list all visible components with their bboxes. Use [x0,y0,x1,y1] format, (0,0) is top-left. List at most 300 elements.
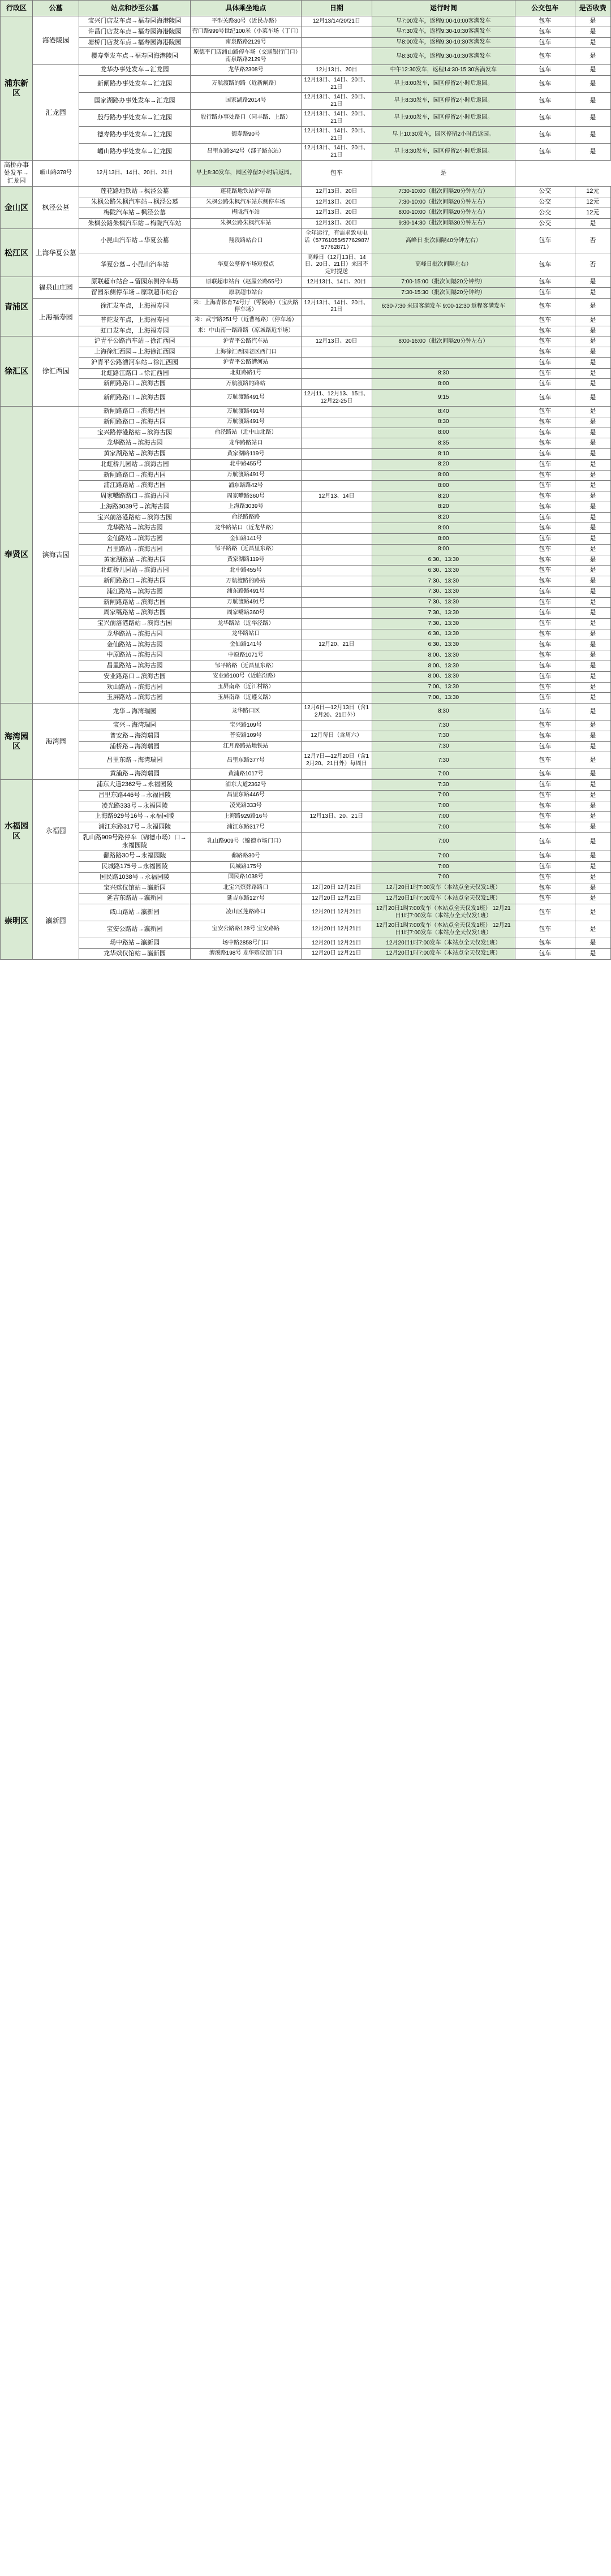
charter-type-cell: 包车 [515,298,575,315]
fee-cell: 是 [575,144,610,161]
operating-time-cell: 8:10 [372,449,515,460]
date-cell: 12月13日、20、21日 [302,812,372,822]
table-row [1,883,611,894]
header-row [1,1,611,16]
boarding-spot-cell: 平型关路30号（近民办路） [190,16,301,27]
table-row [1,822,611,833]
table-row [1,544,611,555]
operating-time-cell: 7:00 [372,832,515,851]
date-cell [302,780,372,791]
boarding-spot-cell: 梅陇汽车站 [190,208,301,218]
fee-cell: 是 [575,555,610,566]
charter-type-cell: 包车 [515,512,575,523]
route-cell: 昌里东路446号→永福园陵 [79,790,190,801]
operating-time-cell: 6:30、13:30 [372,640,515,650]
charter-type-cell: 包车 [515,253,575,277]
route-cell: 安业路路口→滨海古园 [79,671,190,682]
table-row [1,187,611,197]
boarding-spot-cell: 莲花路地铁站沪亭路 [190,187,301,197]
date-cell: 全年运行，有需求致电电话（57761055/57762987/57762871） [302,229,372,253]
charter-type-cell: 包车 [515,127,575,144]
charter-type-cell: 包车 [515,731,575,741]
boarding-spot-cell: 北虹路路1号 [190,368,301,379]
table-row [1,277,611,288]
fee-cell: 是 [575,357,610,368]
operating-time-cell: 12月20日1时7:00发车（本站点全天仅发1班） [372,948,515,959]
table-row [1,741,611,752]
route-cell: 宝兴门店发车点→福寿园海港陵园 [79,16,190,27]
charter-type-cell: 包车 [515,523,575,534]
route-cell: 高桥办事处发车→汇龙园 [1,161,33,187]
boarding-spot-cell: 来：中山南一路路路（凉城路近车场） [190,326,301,336]
park-cell: 滨海古园 [33,407,79,704]
date-cell [302,523,372,534]
fee-cell: 是 [575,862,610,873]
fee-cell: 是 [575,76,610,93]
route-cell: 莲花路地铁站→枫泾公墓 [79,187,190,197]
date-cell: 12月13日、20日 [302,208,372,218]
route-cell: 浦江东路317号→永福园陵 [79,822,190,833]
date-cell: 高峰日（12月13日、14日、20日、21日）来园不定时提送 [302,253,372,277]
table-row [1,390,611,407]
route-cell: 金仙路站→滨海古园 [79,534,190,545]
boarding-spot-cell: 龙华路站口（近龙华路） [190,523,301,534]
charter-type-cell: 包车 [515,368,575,379]
route-cell: 普陀发车点，上海福寿园 [79,315,190,326]
operating-time-cell: 7:00 [372,872,515,883]
boarding-spot-cell: 安业路100号（近临汾路） [190,671,301,682]
charter-type-cell: 包车 [515,741,575,752]
route-cell: 小昆山汽车站→华夏公墓 [79,229,190,253]
charter-type-cell: 包车 [515,65,575,76]
date-cell [302,48,372,65]
operating-time-cell: 8:30 [372,368,515,379]
route-cell: 北虹路江路口→徐汇西园 [79,368,190,379]
route-cell: 浦江路路站→滨海古园 [79,481,190,491]
date-cell [302,720,372,731]
charter-type-cell: 包车 [515,470,575,481]
date-cell [302,832,372,851]
table-row [1,576,611,587]
charter-type-cell: 包车 [515,720,575,731]
charter-type-cell: 包车 [515,502,575,512]
charter-type-cell: 公交 [515,218,575,229]
table-header [1,1,611,16]
fee-cell: 是 [575,534,610,545]
table-row [1,629,611,640]
date-cell [302,769,372,780]
route-cell: 许昌门店发车点→福寿园海港陵园 [79,27,190,37]
table-row [1,161,611,187]
fee-cell: 是 [575,368,610,379]
boarding-spot-cell: 万航渡路491号 [190,597,301,608]
date-cell [302,693,372,704]
table-row [1,661,611,672]
table-row [1,357,611,368]
charter-type-cell: 包车 [515,608,575,619]
table-row [1,682,611,693]
table-row [1,894,611,904]
route-cell: 宝兴前洛港路站→滨海古园 [79,512,190,523]
table-row [1,37,611,48]
operating-time-cell: 9:15 [372,390,515,407]
date-cell: 12月每日（含周六） [302,731,372,741]
operating-time-cell: 早8:30发车，返程9:30-10:30客满发车 [372,48,515,65]
operating-time-cell: 7:00 [372,790,515,801]
operating-time-cell: 8:20 [372,512,515,523]
table-row [1,48,611,65]
fee-cell: 是 [575,904,610,921]
fee-cell: 是 [575,883,610,894]
route-cell: 上海路3039号→滨海古园 [79,502,190,512]
route-cell: 玉屏路站→滨海古园 [79,693,190,704]
boarding-spot-cell: 上海徐汇西园老区西门口 [190,347,301,358]
table-row [1,491,611,502]
boarding-spot-cell: 北宝兴殡葬路路口 [190,883,301,894]
fee-cell: 是 [575,288,610,299]
route-cell: 龙华办事处发车→汇龙园 [79,65,190,76]
route-cell: 国家湖路办事处发车→汇龙园 [79,93,190,110]
boarding-spot-cell: 凌光路333号 [190,801,301,812]
table-row [1,481,611,491]
operating-time-cell: 8:00 [372,379,515,390]
boarding-spot-cell: 原联超市站台（赵屋公路55号） [190,277,301,288]
region-cell: 青浦区 [1,277,33,336]
boarding-spot-cell: 来：上海青体育74号厅（零陵路）（宝庆路停车场） [190,298,301,315]
fee-cell: 是 [575,741,610,752]
operating-time-cell: 8:00-16:00（批次间隔20分钟左右） [372,336,515,347]
park-cell: 上海福寿园 [33,298,79,336]
operating-time-cell: 8:00、13:30 [372,671,515,682]
table-row [1,315,611,326]
boarding-spot-cell: 昌里东路446号 [190,790,301,801]
charter-type-cell: 包车 [515,93,575,110]
fee-cell: 是 [575,790,610,801]
date-cell [302,37,372,48]
charter-type-cell: 包车 [515,566,575,576]
route-cell: 黄家湖路站→滨海古园 [79,449,190,460]
boarding-spot-cell: 邹平路路（近昌里东路） [190,661,301,672]
header-spot: 具体乘坐地点 [190,1,301,16]
operating-time-cell: 8:35 [372,438,515,449]
charter-type-cell: 包车 [515,315,575,326]
fee-cell: 是 [575,832,610,851]
charter-type-cell: 包车 [515,544,575,555]
route-cell: 原联超市站台→留园东侧停车场 [79,277,190,288]
charter-type-cell: 包车 [515,407,575,417]
fee-cell: 是 [575,512,610,523]
operating-time-cell: 6:30、13:30 [372,629,515,640]
fee-cell: 是 [575,629,610,640]
region-cell: 水福园区 [1,780,33,883]
date-cell [302,872,372,883]
route-cell: 上海路929号16号→永福园陵 [79,812,190,822]
operating-time-cell: 8:00、13:30 [372,650,515,661]
fee-cell: 是 [575,65,610,76]
operating-time-cell: 8:00 [372,544,515,555]
route-cell: 樱寿堂发车点→福寿园海港陵园 [79,48,190,65]
operating-time-cell: 12月20日1时7:00发车（本站点全天仅发1班） 12月21日1时7:00发车（本站点全天仅发1班） [372,904,515,921]
charter-type-cell: 包车 [515,438,575,449]
park-cell: 徐汇西园 [33,336,79,407]
date-cell [302,862,372,873]
fee-cell: 是 [575,428,610,438]
fee-cell: 是 [575,661,610,672]
route-cell: 徐汇发车点，上海福寿园 [79,298,190,315]
fee-cell: 是 [575,720,610,731]
fee-cell: 是 [575,298,610,315]
route-cell: 周家嘴路路口→滨海古园 [79,491,190,502]
boarding-spot-cell: 延吉东路127号 [190,894,301,904]
date-cell: 12月13日、14日、20日、21日 [302,298,372,315]
fee-cell: 是 [575,812,610,822]
operating-time-cell: 12月20日1时7:00发车（本站点全天仅发1班） 12月21日1时7:00发车（本站点全天仅发1班） [372,921,515,938]
charter-type-cell: 公交 [515,187,575,197]
route-cell: 乳山路909号路停车（锦德市场）口→永福园陵 [79,832,190,851]
fee-cell: 是 [575,619,610,629]
date-cell: 12月13日、14日、20日、21日 [302,93,372,110]
fee-cell: 是 [575,693,610,704]
operating-time-cell: 12月20日1时7:00发车（本站点全天仅发1班） [372,883,515,894]
charter-type-cell: 包车 [515,752,575,769]
boarding-spot-cell: 翔段路站台口 [190,229,301,253]
table-row [1,379,611,390]
operating-time-cell: 高峰日 批次间隔40分钟左右） [372,229,515,253]
operating-time-cell: 7:30、13:30 [372,608,515,619]
operating-time-cell: 7:30 [372,741,515,752]
table-row [1,862,611,873]
charter-type-cell: 包车 [515,661,575,672]
fee-cell: 12元 [575,197,610,208]
charter-type-cell: 包车 [515,671,575,682]
table-row [1,769,611,780]
operating-time-cell [372,326,515,336]
fee-cell: 是 [575,127,610,144]
table-row [1,449,611,460]
date-cell [302,650,372,661]
fee-cell: 是 [575,921,610,938]
charter-type-cell: 包车 [515,682,575,693]
date-cell [302,629,372,640]
table-row [1,832,611,851]
charter-type-cell: 包车 [515,629,575,640]
table-row [1,502,611,512]
table-row [1,619,611,629]
date-cell: 12月13日、14日、20日、21日 [302,144,372,161]
fee-cell: 12元 [575,208,610,218]
operating-time-cell: 早上10:30发车，园区停留2小时后返园。 [372,127,515,144]
table-row [1,586,611,597]
date-cell [302,512,372,523]
boarding-spot-cell: 华夏公墓停车场短驳点 [190,253,301,277]
table-row [1,407,611,417]
fee-cell: 是 [575,110,610,127]
route-cell: 昌里路站→滨海古园 [79,544,190,555]
fee-cell: 是 [372,161,515,187]
boarding-spot-cell: 俞泾路路路 [190,512,301,523]
operating-time-cell: 7:30 [372,752,515,769]
fee-cell: 是 [575,502,610,512]
table-row [1,752,611,769]
route-cell: 宝兴路停港路站→滨海古园 [79,428,190,438]
header-pay: 公交包车 [515,1,575,16]
park-cell: 福泉山庄园 [33,277,79,299]
route-cell: 殷行路办事处发车→汇龙园 [79,110,190,127]
charter-type-cell: 包车 [515,555,575,566]
boarding-spot-cell: 上海路3039号 [190,502,301,512]
charter-type-cell: 包车 [515,790,575,801]
date-cell: 12月20日 12月21日 [302,938,372,949]
charter-type-cell: 包车 [515,326,575,336]
boarding-spot-cell: 浦东路路42号 [190,481,301,491]
date-cell [302,288,372,299]
operating-time-cell: 7:30-10:00（批次间隔20分钟左右） [372,187,515,197]
charter-type-cell: 包车 [515,534,575,545]
charter-type-cell: 包车 [515,491,575,502]
route-cell: 沪青平公路漕河车站→徐汇西园 [79,357,190,368]
charter-type-cell: 包车 [515,379,575,390]
charter-type-cell: 包车 [515,48,575,65]
table-row [1,693,611,704]
charter-type-cell: 包车 [515,586,575,597]
route-cell: 周家嘴路站→滨海古园 [79,608,190,619]
table-row [1,110,611,127]
date-cell [302,576,372,587]
date-cell [302,417,372,428]
boarding-spot-cell: 宝兴路109号 [190,720,301,731]
table-row [1,921,611,938]
fee-cell: 是 [575,682,610,693]
boarding-spot-cell: 来：武宁路251号（近曹杨路）（停车场） [190,315,301,326]
date-cell: 12月20日 12月21日 [302,921,372,938]
charter-type-cell: 包车 [515,948,575,959]
route-cell: 新闸路路口→滨海古园 [79,417,190,428]
charter-type-cell: 包车 [515,812,575,822]
route-cell: 朱枫公路朱枫汽车站→枫泾公墓 [79,197,190,208]
table-row [1,904,611,921]
operating-time-cell: 8:00、13:30 [372,661,515,672]
date-cell [302,661,372,672]
operating-time-cell: 12月20日1时7:00发车（本站点全天仅发1班） [372,938,515,949]
operating-time-cell: 早上8:00发车，园区停留2小时后返园。 [372,76,515,93]
charter-type-cell: 包车 [515,357,575,368]
date-cell: 12月20日 12月21日 [302,904,372,921]
boarding-spot-cell: 民城路175号 [190,862,301,873]
table-row [1,229,611,253]
boarding-spot-cell: 邹平路路（近昌里东路） [190,544,301,555]
operating-time-cell: 7:30 [372,780,515,791]
date-cell [302,555,372,566]
date-cell: 12月6日—12月13日（含12月20、21日外） [302,704,372,720]
header-park: 公墓 [33,1,79,16]
boarding-spot-cell: 江月路路站地铁站 [190,741,301,752]
fee-cell: 是 [575,822,610,833]
charter-type-cell: 包车 [515,336,575,347]
route-cell: 龙华殡仪馆站→瀛新园 [79,948,190,959]
date-cell [302,326,372,336]
boarding-spot-cell: 朱枫公路朱枫汽车站东侧停车场 [190,197,301,208]
fee-cell: 是 [575,872,610,883]
date-cell: 12月13日、14日、20日 [302,277,372,288]
route-cell: 国民路1038号→永福园陵 [79,872,190,883]
boarding-spot-cell: 昌里东路342号（部子路东站） [190,144,301,161]
charter-type-cell: 包车 [515,872,575,883]
boarding-spot-cell: 万航渡路的路（近新闸路） [190,76,301,93]
date-cell: 12月13日、14日、20日、21日 [302,110,372,127]
operating-time-cell [372,347,515,358]
table-row [1,938,611,949]
header-time: 运行时间 [372,1,515,16]
boarding-spot-cell: 宝安公路路128号 宝安路路 [190,921,301,938]
boarding-spot-cell: 朱枫公路朱枫汽车站 [190,218,301,229]
boarding-spot-cell: 浦东路路491号 [190,586,301,597]
boarding-spot-cell: 昌里东路377号 [190,752,301,769]
boarding-spot-cell: 沪青平公路漕河站 [190,357,301,368]
date-cell: 12月13/14/20/21日 [302,16,372,27]
fee-cell: 是 [575,315,610,326]
charter-type-cell: 包车 [515,894,575,904]
date-cell [302,481,372,491]
date-cell: 12月13日、14日、20日、21日 [302,127,372,144]
date-cell: 12月13日、14日、20日、21日 [79,161,190,187]
operating-time-cell: 12月20日1时7:00发车（本站点全天仅发1班） [372,894,515,904]
boarding-spot-cell: 金仙路141号 [190,640,301,650]
route-cell: 鄱路路30号→永福园陵 [79,851,190,862]
date-cell [302,407,372,417]
date-cell [302,608,372,619]
boarding-spot-cell: 营口路999号世纪100米（小菜车场（丁口） [190,27,301,37]
table-row [1,459,611,470]
route-cell: 宝兴前洛港路站→滨海古园 [79,619,190,629]
fee-cell: 是 [575,470,610,481]
route-cell: 德寿路办事处发车→汇龙园 [79,127,190,144]
operating-time-cell: 7:30、13:30 [372,576,515,587]
date-cell [302,368,372,379]
date-cell [302,357,372,368]
route-cell: 塘桥门店发车点→福寿园海港陵园 [79,37,190,48]
date-cell: 12月7日—12月20日（含12月20、21日外）每周日 [302,752,372,769]
boarding-spot-cell: 浦江东路317号 [190,822,301,833]
table-row [1,326,611,336]
table-row [1,368,611,379]
route-cell: 咸山路站→瀛新园 [79,904,190,921]
charter-type-cell: 包车 [515,780,575,791]
schedule-table [0,0,611,960]
boarding-spot-cell: 漕溪路198号 龙华殡仪馆门口 [190,948,301,959]
region-cell: 奉贤区 [1,407,33,704]
operating-time-cell: 8:20 [372,491,515,502]
operating-time-cell: 7:00 [372,822,515,833]
region-cell: 徐汇区 [1,336,33,407]
charter-type-cell: 包车 [515,449,575,460]
boarding-spot-cell: 上海路929路16号 [190,812,301,822]
table-row [1,65,611,76]
charter-type-cell: 公交 [515,208,575,218]
boarding-spot-cell: 殷行路办事处路口（同丰路、上路） [190,110,301,127]
table-row [1,597,611,608]
fee-cell: 是 [575,948,610,959]
date-cell [302,315,372,326]
route-cell: 沪青平公路汽车站→徐汇西园 [79,336,190,347]
header-fee: 是否收费 [575,1,610,16]
date-cell: 12月20、21日 [302,640,372,650]
route-cell: 梅陇汽车站→枫泾公墓 [79,208,190,218]
date-cell [302,597,372,608]
route-cell: 昌里路站→滨海古园 [79,661,190,672]
fee-cell: 是 [575,650,610,661]
route-cell: 浦桥路→海湾瑞园 [79,741,190,752]
operating-time-cell: 8:30 [372,704,515,720]
